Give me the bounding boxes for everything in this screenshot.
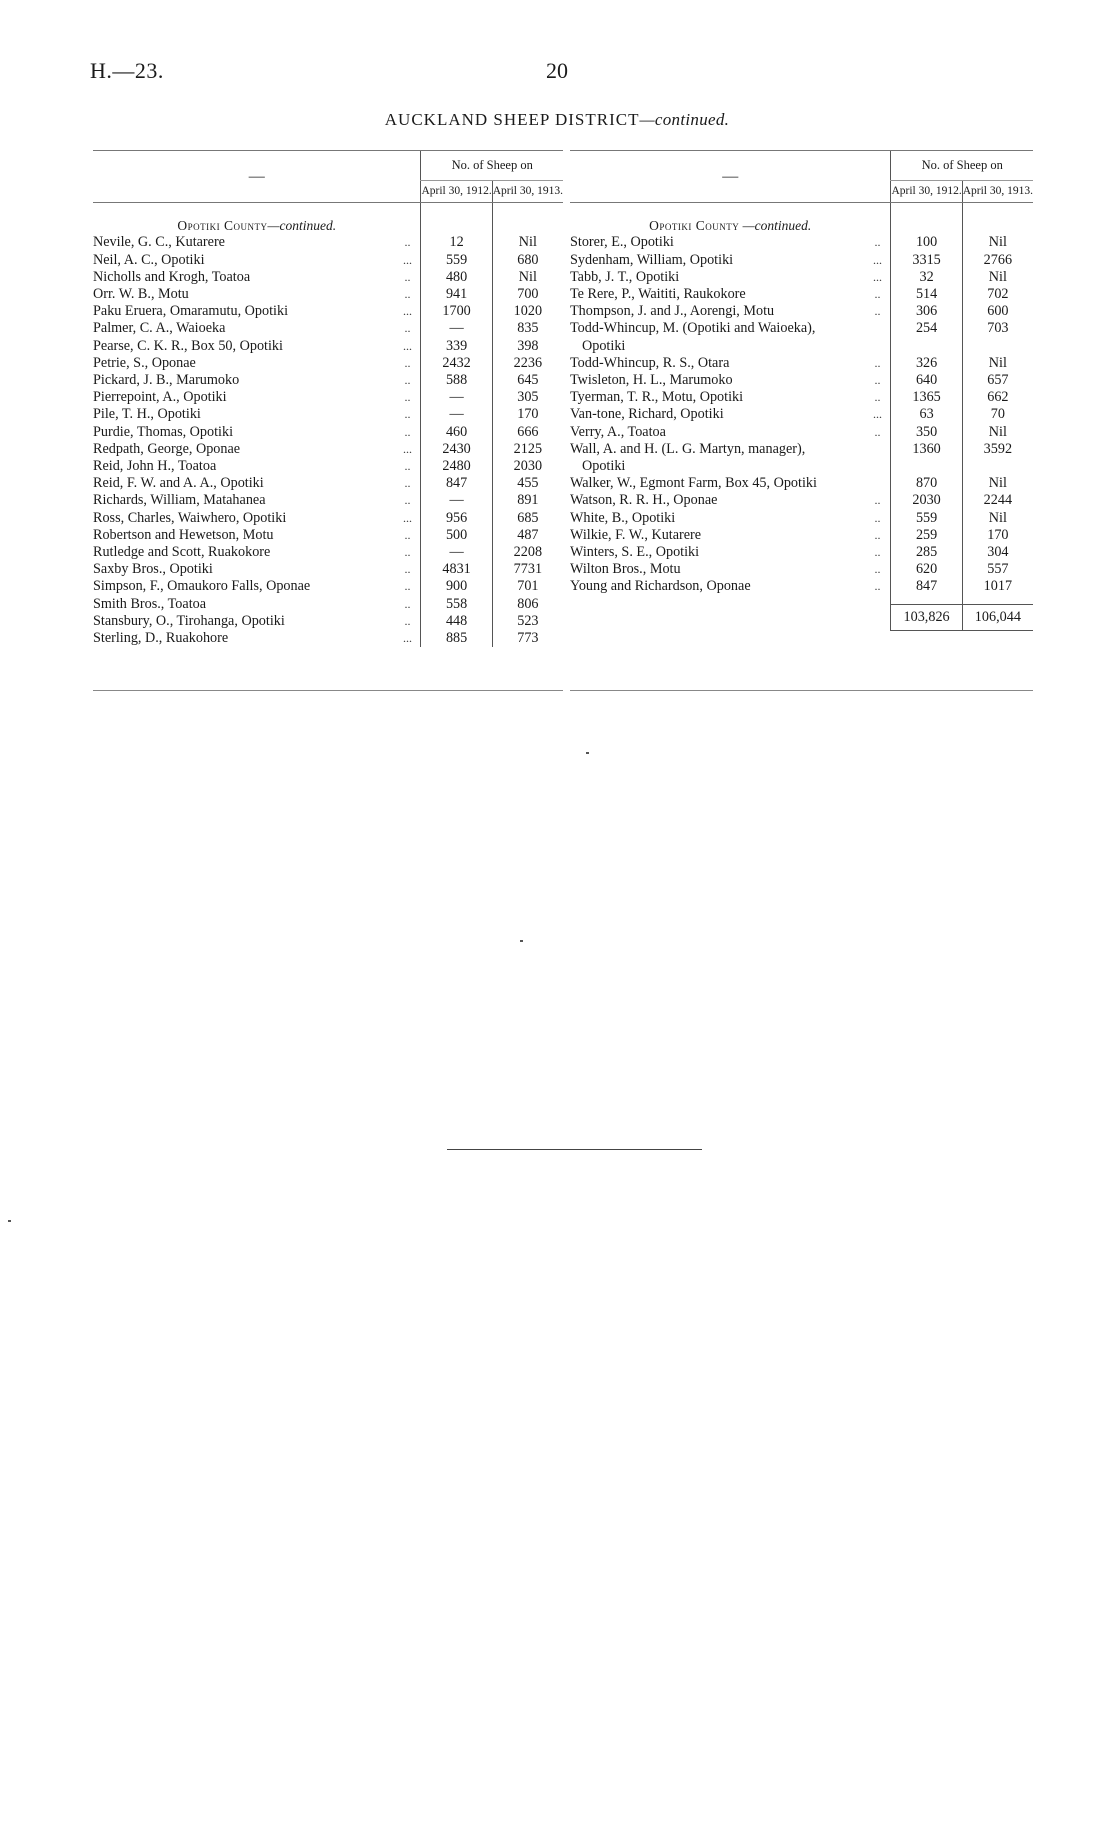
total-label-cell	[570, 604, 891, 630]
leader-dots: ...	[402, 631, 412, 646]
leader-dots: ..	[874, 235, 881, 250]
header-1913: April 30, 1913.	[962, 181, 1033, 203]
leader-dots: ..	[404, 613, 411, 628]
entry-name: Saxby Bros., Opotiki	[93, 561, 213, 578]
sheep-1912: 1365	[891, 389, 962, 406]
sheep-1913: 773	[492, 630, 563, 647]
sheep-1912: 558	[421, 596, 492, 613]
leader-dots: ..	[874, 493, 881, 508]
leader-dots: ...	[872, 407, 882, 422]
leader-dots: ...	[872, 252, 882, 267]
sheep-1912: —	[421, 389, 492, 406]
sheep-1913: 2125	[492, 441, 563, 458]
leader-dots: ..	[404, 476, 411, 491]
sheep-1912	[891, 338, 962, 355]
page-reference: H.—23.	[90, 58, 164, 83]
entry-name: Pickard, J. B., Marumoko	[93, 372, 240, 389]
leader-dots: ..	[404, 355, 411, 370]
sheep-1913: 7731	[492, 561, 563, 578]
table-row	[570, 320, 1033, 337]
sheep-1912: 259	[891, 527, 962, 544]
sheep-1913: 685	[492, 510, 563, 527]
county-suffix: —continued.	[739, 218, 812, 234]
county-blank-1913	[492, 203, 563, 235]
sheep-1913: 455	[492, 475, 563, 492]
leader-dots: ..	[404, 407, 411, 422]
table-row	[570, 544, 1033, 561]
leader-dots: ..	[404, 493, 411, 508]
sheep-1913: 557	[962, 561, 1033, 578]
entry-name: Pearse, C. K. R., Box 50, Opotiki	[93, 337, 283, 354]
table-row	[93, 510, 563, 527]
leader-dots: ..	[404, 459, 411, 474]
entry-name: White, B., Opotiki	[570, 509, 676, 526]
sheep-1913: 657	[962, 372, 1033, 389]
entry-name: Nicholls and Krogh, Toatoa	[93, 268, 251, 285]
table-row	[570, 578, 1033, 595]
sheep-1912: 460	[421, 424, 492, 441]
sheep-1912: 306	[891, 303, 962, 320]
entry-name: Wilkie, F. W., Kutarere	[570, 526, 702, 543]
leader-dots: ..	[404, 579, 411, 594]
sheep-table-left	[93, 150, 563, 647]
sheep-1912	[891, 458, 962, 475]
entry-name: Robertson and Hewetson, Motu	[93, 526, 274, 543]
sheep-1913: Nil	[962, 269, 1033, 286]
sheep-1913: Nil	[492, 234, 563, 251]
entry-name: Storer, E., Opotiki	[570, 234, 674, 251]
sheep-1912: 870	[891, 475, 962, 492]
total-1913: 106,044	[962, 604, 1033, 630]
spacer-1913	[962, 596, 1033, 605]
table-row	[93, 578, 563, 595]
leader-dots: ...	[402, 338, 412, 353]
entry-name: Todd-Whincup, M. (Opotiki and Waioeka),	[570, 320, 816, 337]
leader-dots: ...	[872, 269, 882, 284]
sheep-1913: Nil	[962, 475, 1033, 492]
entry-name: Pile, T. H., Opotiki	[93, 406, 201, 423]
entry-name: Rutledge and Scott, Ruakokore	[93, 544, 271, 561]
entry-name: Simpson, F., Omaukoro Falls, Oponae	[93, 578, 311, 595]
entry-name: Verry, A., Toatoa	[570, 423, 666, 440]
sheep-1913: Nil	[492, 269, 563, 286]
county-heading	[93, 203, 421, 235]
table-row	[93, 406, 563, 423]
header-dash: —	[570, 151, 891, 203]
sheep-1913: 701	[492, 578, 563, 595]
table-row	[93, 269, 563, 286]
entry-name: Wall, A. and H. (L. G. Martyn, manager),	[570, 440, 806, 457]
entry-name: Sterling, D., Ruakohore	[93, 630, 229, 647]
county-suffix: —continued.	[267, 218, 337, 234]
spacer-cell	[570, 596, 891, 605]
table-row	[570, 441, 1033, 458]
table-row	[93, 630, 563, 647]
sheep-1913	[962, 458, 1033, 475]
sheep-1913: 703	[962, 320, 1033, 337]
table-row	[570, 234, 1033, 251]
entry-name: Van-tone, Richard, Opotiki	[570, 406, 724, 423]
table-row	[570, 303, 1033, 320]
leader-dots: ...	[402, 510, 412, 525]
sheep-1912: 885	[421, 630, 492, 647]
leader-dots: ...	[402, 304, 412, 319]
entry-name: Twisleton, H. L., Marumoko	[570, 372, 733, 389]
header-1913: April 30, 1913.	[492, 181, 563, 203]
entry-name: Opotiki	[582, 458, 626, 475]
table-row	[93, 544, 563, 561]
table-row	[570, 561, 1033, 578]
table-row	[93, 424, 563, 441]
sheep-1912: 500	[421, 527, 492, 544]
sheep-1913: 523	[492, 613, 563, 630]
table-row	[570, 527, 1033, 544]
leader-dots	[864, 320, 891, 337]
sheep-1912: 2030	[891, 492, 962, 509]
sheep-1913: Nil	[962, 355, 1033, 372]
sheep-1912: 326	[891, 355, 962, 372]
sheep-1913	[962, 338, 1033, 355]
table-row	[570, 372, 1033, 389]
table-row	[93, 338, 563, 355]
entry-name: Walker, W., Egmont Farm, Box 45, Opotiki	[570, 475, 817, 492]
sheep-1912: 2430	[421, 441, 492, 458]
entry-name: Neil, A. C., Opotiki	[93, 251, 205, 268]
section-divider-rule	[447, 1149, 702, 1150]
sheep-1912: —	[421, 544, 492, 561]
entry-name: Tabb, J. T., Opotiki	[570, 268, 680, 285]
sheep-1912: 620	[891, 561, 962, 578]
entry-name: Watson, R. R. H., Oponae	[570, 492, 718, 509]
sheep-1913: 835	[492, 320, 563, 337]
leader-dots: ..	[404, 321, 411, 336]
total-row	[570, 604, 1033, 630]
entry-name: Redpath, George, Oponae	[93, 440, 241, 457]
sheep-1913: 305	[492, 389, 563, 406]
table-row	[93, 527, 563, 544]
sheep-table-right	[570, 150, 1033, 631]
entry-name: Sydenham, William, Opotiki	[570, 251, 734, 268]
leader-dots: ..	[404, 424, 411, 439]
sheep-1912: 847	[421, 475, 492, 492]
sheep-1913: 702	[962, 286, 1033, 303]
sheep-1912: —	[421, 320, 492, 337]
sheep-1913: 645	[492, 372, 563, 389]
leader-dots: ..	[404, 287, 411, 302]
table-row	[570, 424, 1033, 441]
table-row	[93, 320, 563, 337]
leader-dots: ...	[402, 252, 412, 267]
entry-name: Te Rere, P., Waititi, Raukokore	[570, 286, 746, 303]
title-main: AUCKLAND SHEEP DISTRICT	[384, 110, 640, 129]
table-row	[93, 492, 563, 509]
sheep-1913: 2030	[492, 458, 563, 475]
entry-name: Nevile, G. C., Kutarere	[93, 234, 225, 251]
entry-name: Opotiki	[582, 337, 626, 354]
sheep-1912: 640	[891, 372, 962, 389]
sheep-1912: —	[421, 406, 492, 423]
sheep-1912: 847	[891, 578, 962, 595]
leader-dots: ..	[404, 562, 411, 577]
table-row	[93, 475, 563, 492]
print-speck	[8, 1220, 11, 1222]
sheep-1912: 588	[421, 372, 492, 389]
table-row	[93, 372, 563, 389]
sheep-1912: 285	[891, 544, 962, 561]
leader-dots: ..	[874, 355, 881, 370]
leader-dots: ...	[402, 441, 412, 456]
leader-dots: ..	[874, 579, 881, 594]
sheep-1912: 4831	[421, 561, 492, 578]
leader-dots: ..	[874, 510, 881, 525]
table-row	[570, 286, 1033, 303]
table-row	[570, 269, 1033, 286]
leader-dots: ..	[404, 269, 411, 284]
sheep-1912: 559	[421, 252, 492, 269]
table-row	[93, 234, 563, 251]
leader-dots: ..	[404, 390, 411, 405]
sheep-1912: 3315	[891, 252, 962, 269]
sheep-1913: 891	[492, 492, 563, 509]
entry-name: Wilton Bros., Motu	[570, 561, 681, 578]
leader-dots: ..	[874, 287, 881, 302]
header-group: No. of Sheep on	[891, 151, 1033, 181]
leader-dots: ..	[874, 527, 881, 542]
sheep-1912: 448	[421, 613, 492, 630]
leader-dots: ..	[874, 373, 881, 388]
table-row	[570, 338, 1033, 355]
table-row	[93, 561, 563, 578]
sheep-1913: 304	[962, 544, 1033, 561]
entry-name: Pierrepoint, A., Opotiki	[93, 389, 227, 406]
entry-name: Petrie, S., Oponae	[93, 354, 196, 371]
table-row	[570, 252, 1033, 269]
county-heading	[570, 203, 891, 235]
county-blank-1912	[421, 203, 492, 235]
sheep-1912: 2432	[421, 355, 492, 372]
table-row	[570, 475, 1033, 492]
leader-dots: ..	[404, 545, 411, 560]
county-name: Opotiki County	[649, 218, 740, 234]
county-row	[570, 203, 1033, 235]
sheep-1913: 170	[962, 527, 1033, 544]
leader-dots: ..	[874, 424, 881, 439]
entry-name: Todd-Whincup, R. S., Otara	[570, 354, 730, 371]
sheep-1913: 2208	[492, 544, 563, 561]
entry-name: Reid, John H., Toatoa	[93, 458, 217, 475]
sheep-1913: 600	[962, 303, 1033, 320]
leader-dots: ..	[874, 390, 881, 405]
spacer-1912	[891, 596, 962, 605]
sheep-1913: Nil	[962, 424, 1033, 441]
entry-name: Thompson, J. and J., Aorengi, Motu	[570, 303, 775, 320]
sheep-1913: 2766	[962, 252, 1033, 269]
sheep-1912: 514	[891, 286, 962, 303]
entry-name: Smith Bros., Toatoa	[93, 595, 207, 612]
leader-dots: ..	[874, 562, 881, 577]
header-1912: April 30, 1912.	[421, 181, 492, 203]
sheep-1913: 662	[962, 389, 1033, 406]
leader-dots	[864, 441, 891, 458]
sheep-1912: 559	[891, 510, 962, 527]
sheep-1913: 1020	[492, 303, 563, 320]
table-bottom-rule-left	[93, 690, 563, 691]
table-row	[93, 286, 563, 303]
table-row	[93, 252, 563, 269]
entry-name: Purdie, Thomas, Opotiki	[93, 423, 234, 440]
spacer-row	[570, 596, 1033, 605]
entry-name: Ross, Charles, Waiwhero, Opotiki	[93, 509, 287, 526]
leader-dots	[864, 475, 891, 492]
sheep-1913: Nil	[962, 510, 1033, 527]
header-dash: —	[93, 151, 421, 203]
header-1912: April 30, 1912.	[891, 181, 962, 203]
table-row	[93, 303, 563, 320]
sheep-1913: 2244	[962, 492, 1033, 509]
table-row	[570, 355, 1033, 372]
leader-dots	[864, 458, 891, 475]
page-title	[0, 110, 1114, 130]
sheep-1913: 666	[492, 424, 563, 441]
table-row	[93, 441, 563, 458]
sheep-1912: 900	[421, 578, 492, 595]
print-speck	[520, 940, 523, 942]
county-blank-1913	[962, 203, 1033, 235]
entry-name: Stansbury, O., Tirohanga, Opotiki	[93, 612, 285, 629]
county-name: Opotiki County	[177, 218, 268, 234]
sheep-1912: 254	[891, 320, 962, 337]
sheep-1913: 398	[492, 338, 563, 355]
title-suffix: —continued.	[639, 110, 730, 129]
entry-name: Paku Eruera, Omaramutu, Opotiki	[93, 303, 289, 320]
leader-dots: ..	[404, 596, 411, 611]
sheep-1913: 680	[492, 252, 563, 269]
table-row	[570, 510, 1033, 527]
sheep-1912: 350	[891, 424, 962, 441]
entry-name: Richards, William, Matahanea	[93, 492, 266, 509]
entry-name: Young and Richardson, Oponae	[570, 578, 751, 595]
leader-dots: ..	[404, 235, 411, 250]
county-row	[93, 203, 563, 235]
table-row	[93, 355, 563, 372]
table-row	[570, 389, 1033, 406]
sheep-1912: 12	[421, 234, 492, 251]
page-number: 20	[546, 58, 568, 83]
leader-dots: ..	[874, 545, 881, 560]
table-row	[570, 458, 1033, 475]
leader-dots	[864, 338, 891, 355]
sheep-1913: 3592	[962, 441, 1033, 458]
entry-name: Reid, F. W. and A. A., Opotiki	[93, 475, 264, 492]
table-row	[570, 492, 1033, 509]
sheep-1912: 941	[421, 286, 492, 303]
table-body-right	[570, 203, 1033, 596]
sheep-1912: 339	[421, 338, 492, 355]
entry-name: Palmer, C. A., Waioeka	[93, 320, 226, 337]
sheep-1913: 2236	[492, 355, 563, 372]
entry-name: Orr. W. B., Motu	[93, 286, 189, 303]
sheep-1913: Nil	[962, 234, 1033, 251]
print-speck	[586, 752, 589, 754]
county-blank-1912	[891, 203, 962, 235]
sheep-1913: 170	[492, 406, 563, 423]
entry-name: Tyerman, T. R., Motu, Opotiki	[570, 389, 744, 406]
table-body-left	[93, 203, 563, 648]
table-row	[93, 389, 563, 406]
leader-dots: ..	[404, 373, 411, 388]
table-row	[93, 613, 563, 630]
header-group: No. of Sheep on	[421, 151, 563, 181]
sheep-1913: 806	[492, 596, 563, 613]
sheep-1913: 70	[962, 406, 1033, 423]
table-bottom-rule-right	[570, 690, 1033, 691]
sheep-1912: 480	[421, 269, 492, 286]
sheep-1912: 1700	[421, 303, 492, 320]
sheep-1913: 487	[492, 527, 563, 544]
table-row	[93, 596, 563, 613]
leader-dots: ..	[404, 527, 411, 542]
sheep-1912: 100	[891, 234, 962, 251]
sheep-1912: 1360	[891, 441, 962, 458]
sheep-1912: —	[421, 492, 492, 509]
sheep-1912: 32	[891, 269, 962, 286]
entry-name: Winters, S. E., Opotiki	[570, 544, 700, 561]
table-row	[93, 458, 563, 475]
leader-dots: ..	[874, 304, 881, 319]
total-1912: 103,826	[891, 604, 962, 630]
sheep-1913: 1017	[962, 578, 1033, 595]
sheep-1913: 700	[492, 286, 563, 303]
table-row	[570, 406, 1033, 423]
sheep-1912: 63	[891, 406, 962, 423]
sheep-1912: 2480	[421, 458, 492, 475]
sheep-1912: 956	[421, 510, 492, 527]
